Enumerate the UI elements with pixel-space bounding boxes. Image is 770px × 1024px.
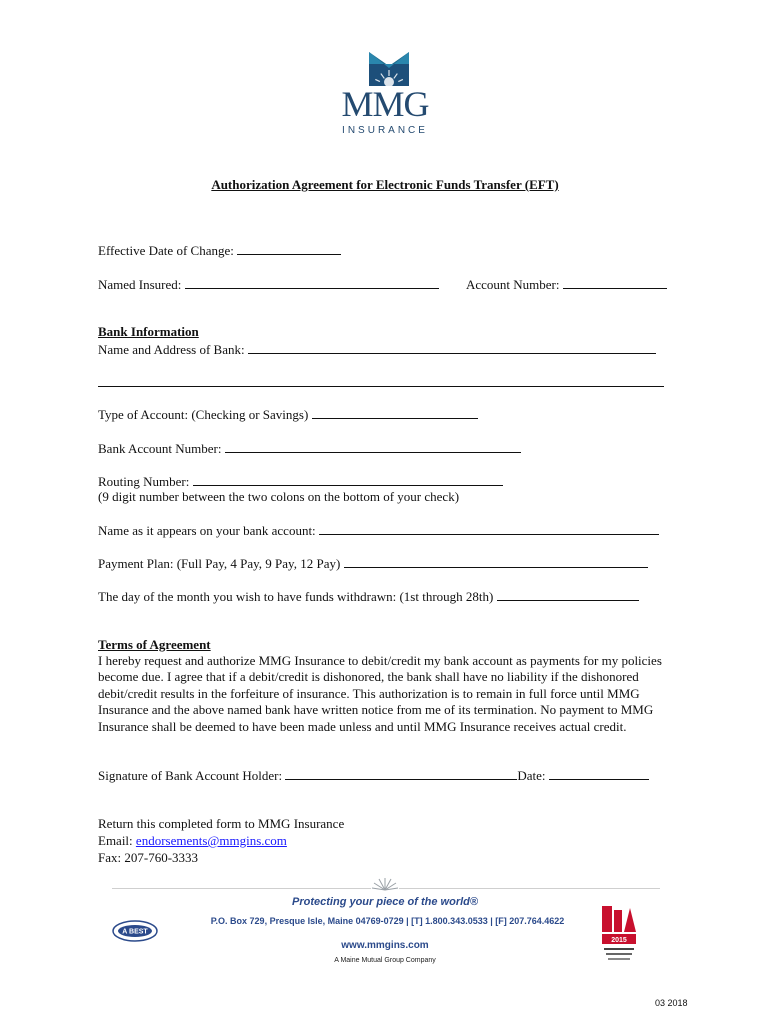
name-on-account-field[interactable] (319, 522, 659, 535)
terms-heading: Terms of Agreement (98, 637, 211, 652)
bank-name-label: Name and Address of Bank: (98, 342, 245, 357)
name-on-account-label: Name as it appears on your bank account: (98, 523, 316, 538)
named-insured-row (98, 276, 439, 293)
effective-date-field[interactable] (237, 242, 341, 255)
account-number-row (466, 276, 667, 293)
bank-address-field[interactable] (98, 374, 664, 387)
payment-plan-label: Payment Plan: (Full Pay, 4 Pay, 9 Pay, 12 Pay) (98, 556, 341, 571)
bank-account-number-row (98, 440, 521, 457)
page-title: Authorization Agreement for Electronic Funds Transfer (EFT) (211, 177, 559, 192)
account-type-label: Type of Account: (Checking or Savings) (98, 407, 309, 422)
bank-name-field[interactable] (248, 341, 656, 354)
return-fax: Fax: 207-760-3333 (98, 850, 199, 865)
effective-date-label: Effective Date of Change: (98, 243, 234, 258)
logo-subtitle: INSURANCE (342, 125, 428, 136)
withdraw-day-field[interactable] (497, 588, 639, 601)
named-insured-field[interactable] (185, 276, 439, 289)
footer-company: A Maine Mutual Group Company (334, 957, 436, 964)
bank-address-row (98, 374, 664, 391)
signature-row (98, 767, 649, 784)
withdraw-day-label: The day of the month you wish to have funds withdrawn: (1st through 28th) (98, 589, 494, 604)
am-best-badge-text: A BEST (122, 928, 148, 936)
signature-field[interactable] (285, 767, 517, 780)
email-label: Email: (98, 833, 136, 848)
bank-account-number-field[interactable] (225, 440, 521, 453)
bank-name-row (98, 341, 656, 358)
form-version: 03 2018 (655, 998, 688, 1008)
pia-award-badge-icon (598, 904, 638, 964)
return-line: Return this completed form to MMG Insurance (98, 816, 345, 831)
signature-date-label: Date: (517, 768, 546, 783)
terms-body: I hereby request and authorize MMG Insurance to debit/credit my bank account as payments for my policies become due. I agree that if a debit/credit is dishonored, the bank shall have no liability if the dishonored debit/credit results in the forfeiture of insurance. This authorization is to remain in full force until MMG Insurance and the above named bank have written notice from me of its termination. No payment to MMG Insurance shall be deemed to have been made unless and until MMG Insurance receives actual credit. (98, 653, 662, 734)
footer-address: P.O. Box 729, Presque Isle, Maine 04769-0729 | [T] 1.800.343.0533 | [F] 207.764.4622 (210, 916, 565, 926)
email-link[interactable]: endorsements@mmgins.com (135, 833, 287, 848)
logo-wordmark: MMG (341, 84, 429, 124)
am-best-badge-icon (112, 920, 158, 942)
account-number-field[interactable] (563, 276, 667, 289)
account-type-row (98, 406, 478, 423)
payment-plan-row (98, 555, 648, 572)
named-insured-label: Named Insured: (98, 277, 182, 292)
pia-badge-year: 2015 (611, 937, 627, 944)
account-type-field[interactable] (312, 406, 478, 419)
payment-plan-field[interactable] (344, 555, 648, 568)
account-number-label: Account Number: (466, 277, 560, 292)
sunburst-icon (371, 876, 399, 892)
name-on-account-row (98, 522, 659, 539)
return-email-row (98, 833, 287, 849)
footer-tagline: Protecting your piece of the world® (292, 896, 478, 908)
signature-date-field[interactable] (549, 767, 649, 780)
routing-number-label: Routing Number: (98, 474, 190, 489)
routing-number-row (98, 473, 503, 490)
signature-label: Signature of Bank Account Holder: (98, 768, 283, 783)
routing-number-field[interactable] (193, 473, 503, 486)
routing-hint: (9 digit number between the two colons on the bottom of your check) (98, 489, 460, 504)
footer-website[interactable]: www.mmgins.com (341, 940, 429, 951)
bank-info-heading: Bank Information (98, 324, 199, 339)
mmg-logo-icon (369, 52, 409, 88)
bank-account-number-label: Bank Account Number: (98, 441, 222, 456)
effective-date-row (98, 242, 341, 259)
withdraw-day-row (98, 588, 639, 605)
